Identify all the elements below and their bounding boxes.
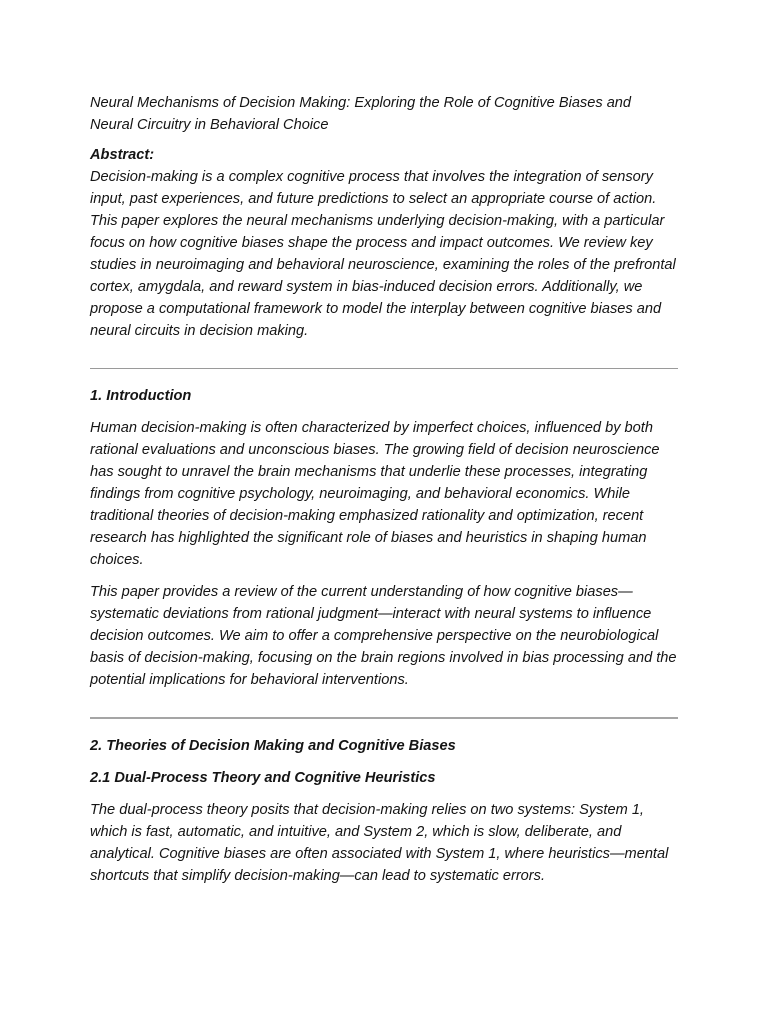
abstract-label: Abstract: — [90, 147, 155, 163]
paragraph: This paper provides a review of the current understanding of how cognitive biases—systematic deviations from rational judgment—interact with neural systems to influence decision outcomes. We aim to offer a comprehensive perspective on the neurobiological basis of decision-making, focusing on the brain regions involved in bias processing and the potential implications for behavioral interventions. — [90, 584, 677, 688]
section-theories — [90, 735, 678, 887]
paragraph: Human decision-making is often characterized by imperfect choices, influenced by both rational evaluations and unconscious biases. The growing field of decision neuroscience has sought to unravel the brain mechanisms that underlie these processes, integrating findings from cognitive psychology, neuroimaging, and behavioral economics. While traditional theories of decision-making emphasized rationality and optimization, recent research has highlighted the significant role of biases and heuristics in shaping human choices. — [90, 420, 660, 568]
subsection-heading: 2.1 Dual-Process Theory and Cognitive Heuristics — [90, 770, 436, 786]
section-introduction — [90, 385, 678, 691]
paragraph: The dual-process theory posits that decision-making relies on two systems: System 1, which is fast, automatic, and intuitive, and System 2, which is slow, deliberate, and analytical. Cognitive biases are often associated with System 1, where heuristics—mental shortcuts that simplify decision-making—can lead to systematic errors. — [90, 802, 669, 884]
section-heading: 2. Theories of Decision Making and Cognitive Biases — [90, 738, 456, 754]
abstract-block — [90, 144, 678, 342]
abstract-text: Decision-making is a complex cognitive process that involves the integration of sensory input, past experiences, and future predictions to select an appropriate course of action. This paper explores the neural mechanisms underlying decision-making, with a particular focus on how cognitive biases shape the process and impact outcomes. We review key studies in neuroimaging and behavioral neuroscience, examining the roles of the prefrontal cortex, amygdala, and reward system in bias-induced decision errors. Additionally, we propose a computational framework to model the interplay between cognitive biases and neural circuits in decision making. — [90, 169, 676, 339]
paper-title: Neural Mechanisms of Decision Making: Exploring the Role of Cognitive Biases and Neural Circuitry in Behavioral Choice — [90, 95, 632, 133]
section-heading: 1. Introduction — [90, 388, 192, 404]
